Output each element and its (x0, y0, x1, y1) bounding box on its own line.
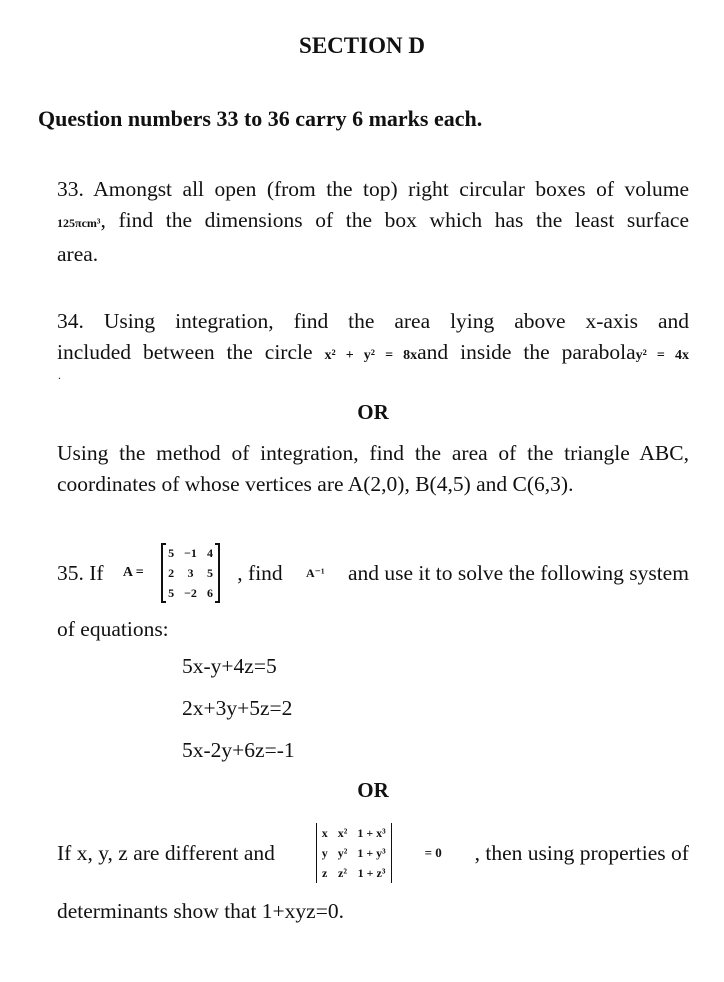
or-label-2: OR (357, 778, 389, 802)
q33-line3: area. (57, 242, 99, 266)
q34-circle-eq: x² + y² = 8x (324, 348, 418, 363)
question-34-alternative (57, 438, 689, 500)
determinant-cell: 1 + y³ (357, 846, 386, 860)
matrix-a-cell: 4 (206, 546, 213, 560)
q34-alt-line1: Using the method of integration, find the area of the triangle ABC, (57, 441, 689, 465)
q35-find: , find (237, 560, 283, 585)
determinant-cell: 1 + x³ (357, 826, 386, 840)
q35-alt-rest: , then using properties of (474, 840, 689, 865)
matrix-a-cell: 3 (187, 566, 194, 580)
q34-line2a: included between the circle (57, 340, 313, 364)
matrix-a (161, 543, 220, 603)
equation-2: 2x+3y+5z=2 (182, 696, 293, 720)
q34-dot: . (58, 368, 61, 382)
equation-3: 5x-2y+6z=-1 (182, 738, 295, 762)
section-title: SECTION D (299, 33, 425, 58)
q35-a-inverse: A⁻¹ (306, 565, 325, 580)
q33-line1: 33. Amongst all open (from the top) right circular boxes of volume (57, 177, 689, 201)
matrix-a-cell: 5 (168, 546, 175, 560)
det-equals-zero: = 0 (424, 845, 442, 860)
q35-line1 (57, 534, 689, 612)
matrix-a-cell: 6 (206, 586, 213, 600)
determinant-cell: z² (338, 866, 347, 880)
determinant-cell: y² (337, 846, 348, 860)
matrix-a-row (163, 583, 218, 603)
determinant-row (317, 863, 391, 883)
matrix-a-cell: −1 (184, 546, 197, 560)
equation-1: 5x-y+4z=5 (182, 654, 277, 678)
matrix-a-cell: 5 (206, 566, 213, 580)
determinant-cell: 1 + z³ (357, 866, 386, 880)
determinant-cell: x (321, 826, 328, 840)
q35-a-label: A = (122, 565, 144, 580)
determinant-cell: y (321, 846, 328, 860)
matrix-a-row (163, 563, 218, 583)
q33-line2 (57, 205, 689, 239)
q35-alt-line2: determinants show that 1+xyz=0. (57, 899, 344, 923)
question-33 (57, 174, 689, 270)
q33-volume: 125πcm³ (57, 216, 101, 230)
q35-line2: of equations: (57, 617, 169, 641)
q34-line2b: and inside the parabola (417, 340, 636, 364)
matrix-a-row (163, 543, 218, 563)
q34-line1: 34. Using integration, find the area lying above x-axis and (57, 309, 689, 333)
q34-line2 (57, 337, 689, 371)
question-34 (57, 306, 689, 371)
q33-line2-rest: , find the dimensions of the box which has the least surface (100, 208, 689, 232)
or-label-1: OR (357, 400, 389, 424)
q34-alt-line2: coordinates of whose vertices are A(2,0), B(4,5) and C(6,3). (57, 472, 574, 496)
determinant-cell: x² (337, 826, 348, 840)
q35-prefix: 35. If (57, 560, 104, 585)
matrix-a-cell: −2 (184, 586, 197, 600)
q34-parabola-eq: y² = 4x (635, 348, 689, 363)
matrix-a-cell: 2 (168, 566, 175, 580)
q35-alt-line1 (57, 815, 689, 891)
q35-alt-prefix: If x, y, z are different and (57, 840, 275, 865)
matrix-a-cell: 5 (168, 586, 175, 600)
determinant (316, 823, 392, 883)
determinant-cell: z (322, 866, 328, 880)
q35-rest: and use it to solve the following system (347, 560, 689, 585)
instructions: Question numbers 33 to 36 carry 6 marks each. (38, 106, 483, 131)
determinant-row (317, 823, 391, 843)
determinant-row (317, 843, 391, 863)
